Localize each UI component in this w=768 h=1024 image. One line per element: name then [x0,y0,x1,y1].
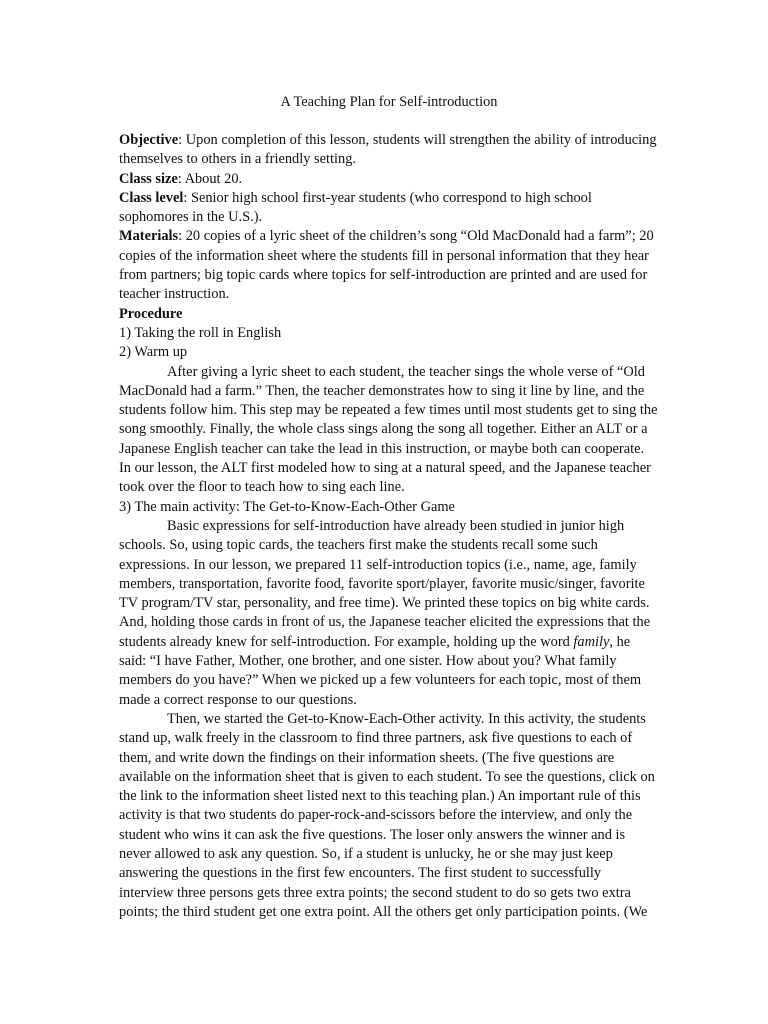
class-size-text: : About 20. [177,170,243,187]
procedure-step-3: 3) The main activity: The Get-to-Know-Each-Other Game [119,498,455,515]
italic-word-family: family [573,633,610,650]
main-activity-text-after: , he said: “I have Father, Mother, one brother, and one sister. How about you? What family members do you have?” When we picked up a few volunteers for each topic, most of them made a correct response to our questions. [119,633,642,708]
objective-label: Objective [119,132,179,148]
objective-paragraph [119,131,659,170]
materials-label: Materials [119,228,179,245]
class-level-paragraph [119,189,659,228]
materials-paragraph [119,227,659,304]
warm-up-paragraph: After giving a lyric sheet to each student, the teacher sings the whole verse of “Old MacDonald had a farm.” Then, the teacher demonstrates how to sing it line by line, and the students follow him. This step may be repeated a few times until most students get to sing the song smoothly. Finally, the whole class sings along the song all together. Either an ALT or a Japanese English teacher can take the lead in this instruction, or maybe both can cooperate. In our lesson, the ALT first modeled how to sing at a natural speed, and the Japanese teacher took over the floor to teach how to sing each line. [119,363,658,496]
class-level-label: Class level [119,189,184,206]
main-activity-text-before: Basic expressions for self-introduction have already been studied in junior high schools. So, using topic cards, the teachers first make the students recall some such expressions. In our lesson, we prepared 11 self-introduction topics (i.e., name, age, family members, transportation, favorite food, favorite sport/player, favorite music/singer, favorite TV program/TV star, personality, and free time). We printed these topics on big white cards. And, holding those cards in front of us, the Japanese teacher elicited the expressions that the students already knew for self-introduction. For example, holding up the word [119,517,651,650]
procedure-heading: Procedure [119,305,183,322]
class-size-label: Class size [119,170,178,187]
document-body [119,131,659,922]
objective-text: : Upon completion of this lesson, students will strengthen the ability of introducing themselves to others in a friendly setting. [119,132,657,168]
class-size-paragraph [119,170,659,189]
procedure-step-1: 1) Taking the roll in English [119,324,282,341]
materials-text: : 20 copies of a lyric sheet of the children’s song “Old MacDonald had a farm”; 20 copies of the information sheet where the students fill in personal information that they hear from partners; big topic cards where topics for self-introduction are printed and are used for teacher instruction. [119,228,654,303]
class-level-text: : Senior high school first-year students (who correspond to high school sophomores in the U.S.). [119,189,592,226]
main-activity-paragraph-2: Then, we started the Get-to-Know-Each-Other activity. In this activity, the students stand up, walk freely in the classroom to find three partners, ask five questions to each of them, and write down the findings on their information sheets. (The five questions are available on the information sheet that is given to each student. To see the questions, click on the link to the information sheet listed next to this teaching plan.) An important rule of this activity is that two students do paper-rock-and-scissors before the interview, and only the student who wins it can ask the five questions. The loser only answers the winner and is never allowed to ask any question. So, if a student is unlucky, he or she may just keep answering the questions in the first few encounters. The first student to successfully interview three persons gets three extra points; the second student to do so gets two extra points; the third student get one extra point. All the others get only participation points. (We [119,710,655,920]
page-title: A Teaching Plan for Self-introduction [280,94,498,110]
main-activity-paragraph-1 [119,517,659,710]
procedure-step-2: 2) Warm up [119,344,188,361]
